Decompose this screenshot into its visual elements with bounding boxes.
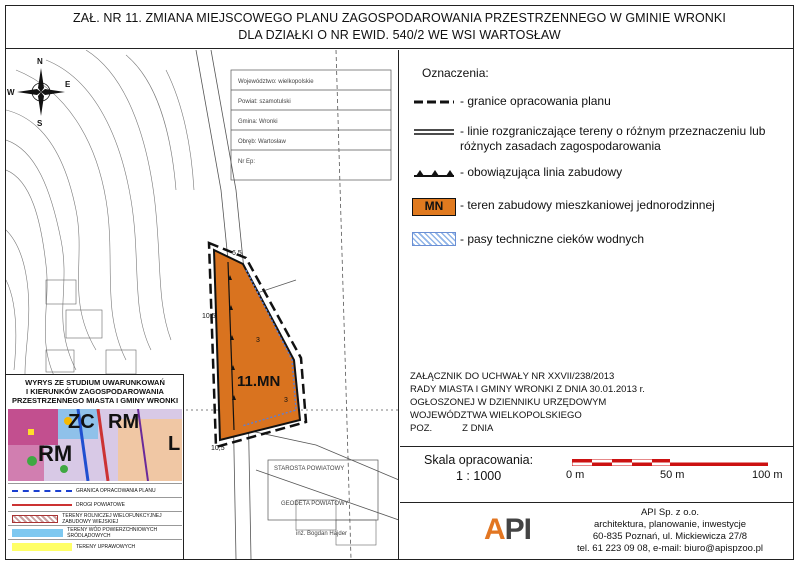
dim-top: 6,5 <box>232 250 242 257</box>
title-line-1: ZAŁ. NR 11. ZMIANA MIEJSCOWEGO PLANU ZAGOSPODAROWANIA PRZESTRZENNEGO W GMINIE WRONKI <box>73 11 726 25</box>
scale-section <box>400 446 793 502</box>
compass-e: E <box>65 80 71 89</box>
building-line-icon <box>412 165 456 181</box>
dashed-boundary-icon <box>412 94 456 110</box>
svg-text:STAROSTA POWIATOWY: STAROSTA POWIATOWY <box>274 466 345 472</box>
inset-title: WYRYS ZE STUDIUM UWARUNKOWAŃ I KIERUNKÓW ZAGOSPODAROWANIA PRZESTRZENNEGO MIASTA I GMINY WRONKI <box>11 378 179 405</box>
compass-n: N <box>37 57 43 66</box>
legend-item-water-strips: - pasy techniczne cieków wodnych <box>412 232 790 247</box>
inset-legend <box>8 483 182 553</box>
dim-left: 10,5 <box>202 313 216 320</box>
inset-map <box>8 409 182 481</box>
title-line-2: DLA DZIAŁKI O NR EWID. 540/2 WE WSI WARTOSŁAW <box>238 28 561 42</box>
legend-item-mn: MN - teren zabudowy mieszkaniowej jednorodzinnej <box>412 198 790 216</box>
inset-legend-row: TERENY ROLNICZEJ WIELOFUNKCYJNEJ ZABUDOWY WIEJSKIEJ <box>8 511 182 525</box>
double-line-icon <box>412 124 456 140</box>
company-section <box>400 502 793 559</box>
inset-legend-row: TERENY UPRAWOWYCH <box>8 539 182 553</box>
company-info: API Sp. z o.o. architektura, planowanie, inwestycje 60-835 Poznań, ul. Mickiewicza 27/8 tel. 61 223 09 08, e-mail: biuro@apispzoo.pl <box>576 507 764 554</box>
inset-legend-row: DROGI POWIATOWE <box>8 497 182 511</box>
inset-legend-row: TERENY WÓD POWIERZCHNIOWYCH ŚRÓDLĄDOWYCH <box>8 525 182 539</box>
scale-tick-100: 100 m <box>752 469 783 481</box>
scale-tick-0: 0 m <box>566 469 585 481</box>
sheet-title <box>5 5 794 49</box>
inset-label-l: L <box>168 433 181 455</box>
water-strip-swatch <box>412 232 456 246</box>
study-extract-inset <box>6 374 184 559</box>
inset-label-rm-top: RM <box>108 411 140 433</box>
scale-bar <box>572 459 768 466</box>
inset-label-zc: ZC <box>68 411 95 433</box>
scale-tick-50: 50 m <box>660 469 685 481</box>
svg-text:inż. Bogdan Hajder: inż. Bogdan Hajder <box>296 531 348 537</box>
svg-text:GEODETA POWIATOWY: GEODETA POWIATOWY <box>281 501 349 507</box>
scale-label: Skala opracowania: <box>424 453 534 467</box>
legend-title: Oznaczenia: <box>422 66 489 80</box>
inset-legend-row: GRANICA OPRACOWANIA PLANU <box>8 483 182 497</box>
annex-note: ZAŁĄCZNIK DO UCHWAŁY NR XXVII/238/2013 RADY MIASTA I GMINY WRONKI Z DNIA 30.01.2013 r. OGŁOSZONEJ W DZIENNIKU URZĘDOWYM WOJEWÓDZTWA WIELKOPOLSKIEGO POZ. Z DNIA <box>410 371 645 434</box>
svg-text:Powiat: szamotulski: Powiat: szamotulski <box>238 99 291 105</box>
compass-s: S <box>37 119 43 128</box>
mn-swatch: MN <box>412 198 456 216</box>
svg-text:Obręb: Wartosław: Obręb: Wartosław <box>238 139 286 145</box>
dim-bottom: 10,5 <box>211 445 225 452</box>
svg-text:Gmina: Wronki: Gmina: Wronki <box>238 119 278 125</box>
svg-text:Nr Ep:: Nr Ep: <box>238 159 256 165</box>
scale-value: 1 : 1000 <box>456 469 502 483</box>
legend-item-dividing-lines: - linie rozgraniczające tereny o różnym przeznaczeniu lub różnych zasadach zagospodarowania <box>412 124 790 154</box>
legend-item-building-line: - obowiązująca linia zabudowy <box>412 165 790 181</box>
legend-item-plan-boundary: - granice opracowania planu <box>412 94 790 110</box>
legend-panel <box>400 50 793 559</box>
svg-text:Województwo: wielkopolskie: Województwo: wielkopolskie <box>238 79 314 85</box>
inset-label-rm: RM <box>38 441 73 466</box>
compass-w: W <box>7 88 15 97</box>
api-logo: API <box>484 513 532 546</box>
dim-strip-2: 3 <box>284 397 288 404</box>
dim-strip-1: 3 <box>256 337 260 344</box>
compass-rose-icon <box>17 68 65 116</box>
plot-label: 11.MN <box>237 373 281 390</box>
